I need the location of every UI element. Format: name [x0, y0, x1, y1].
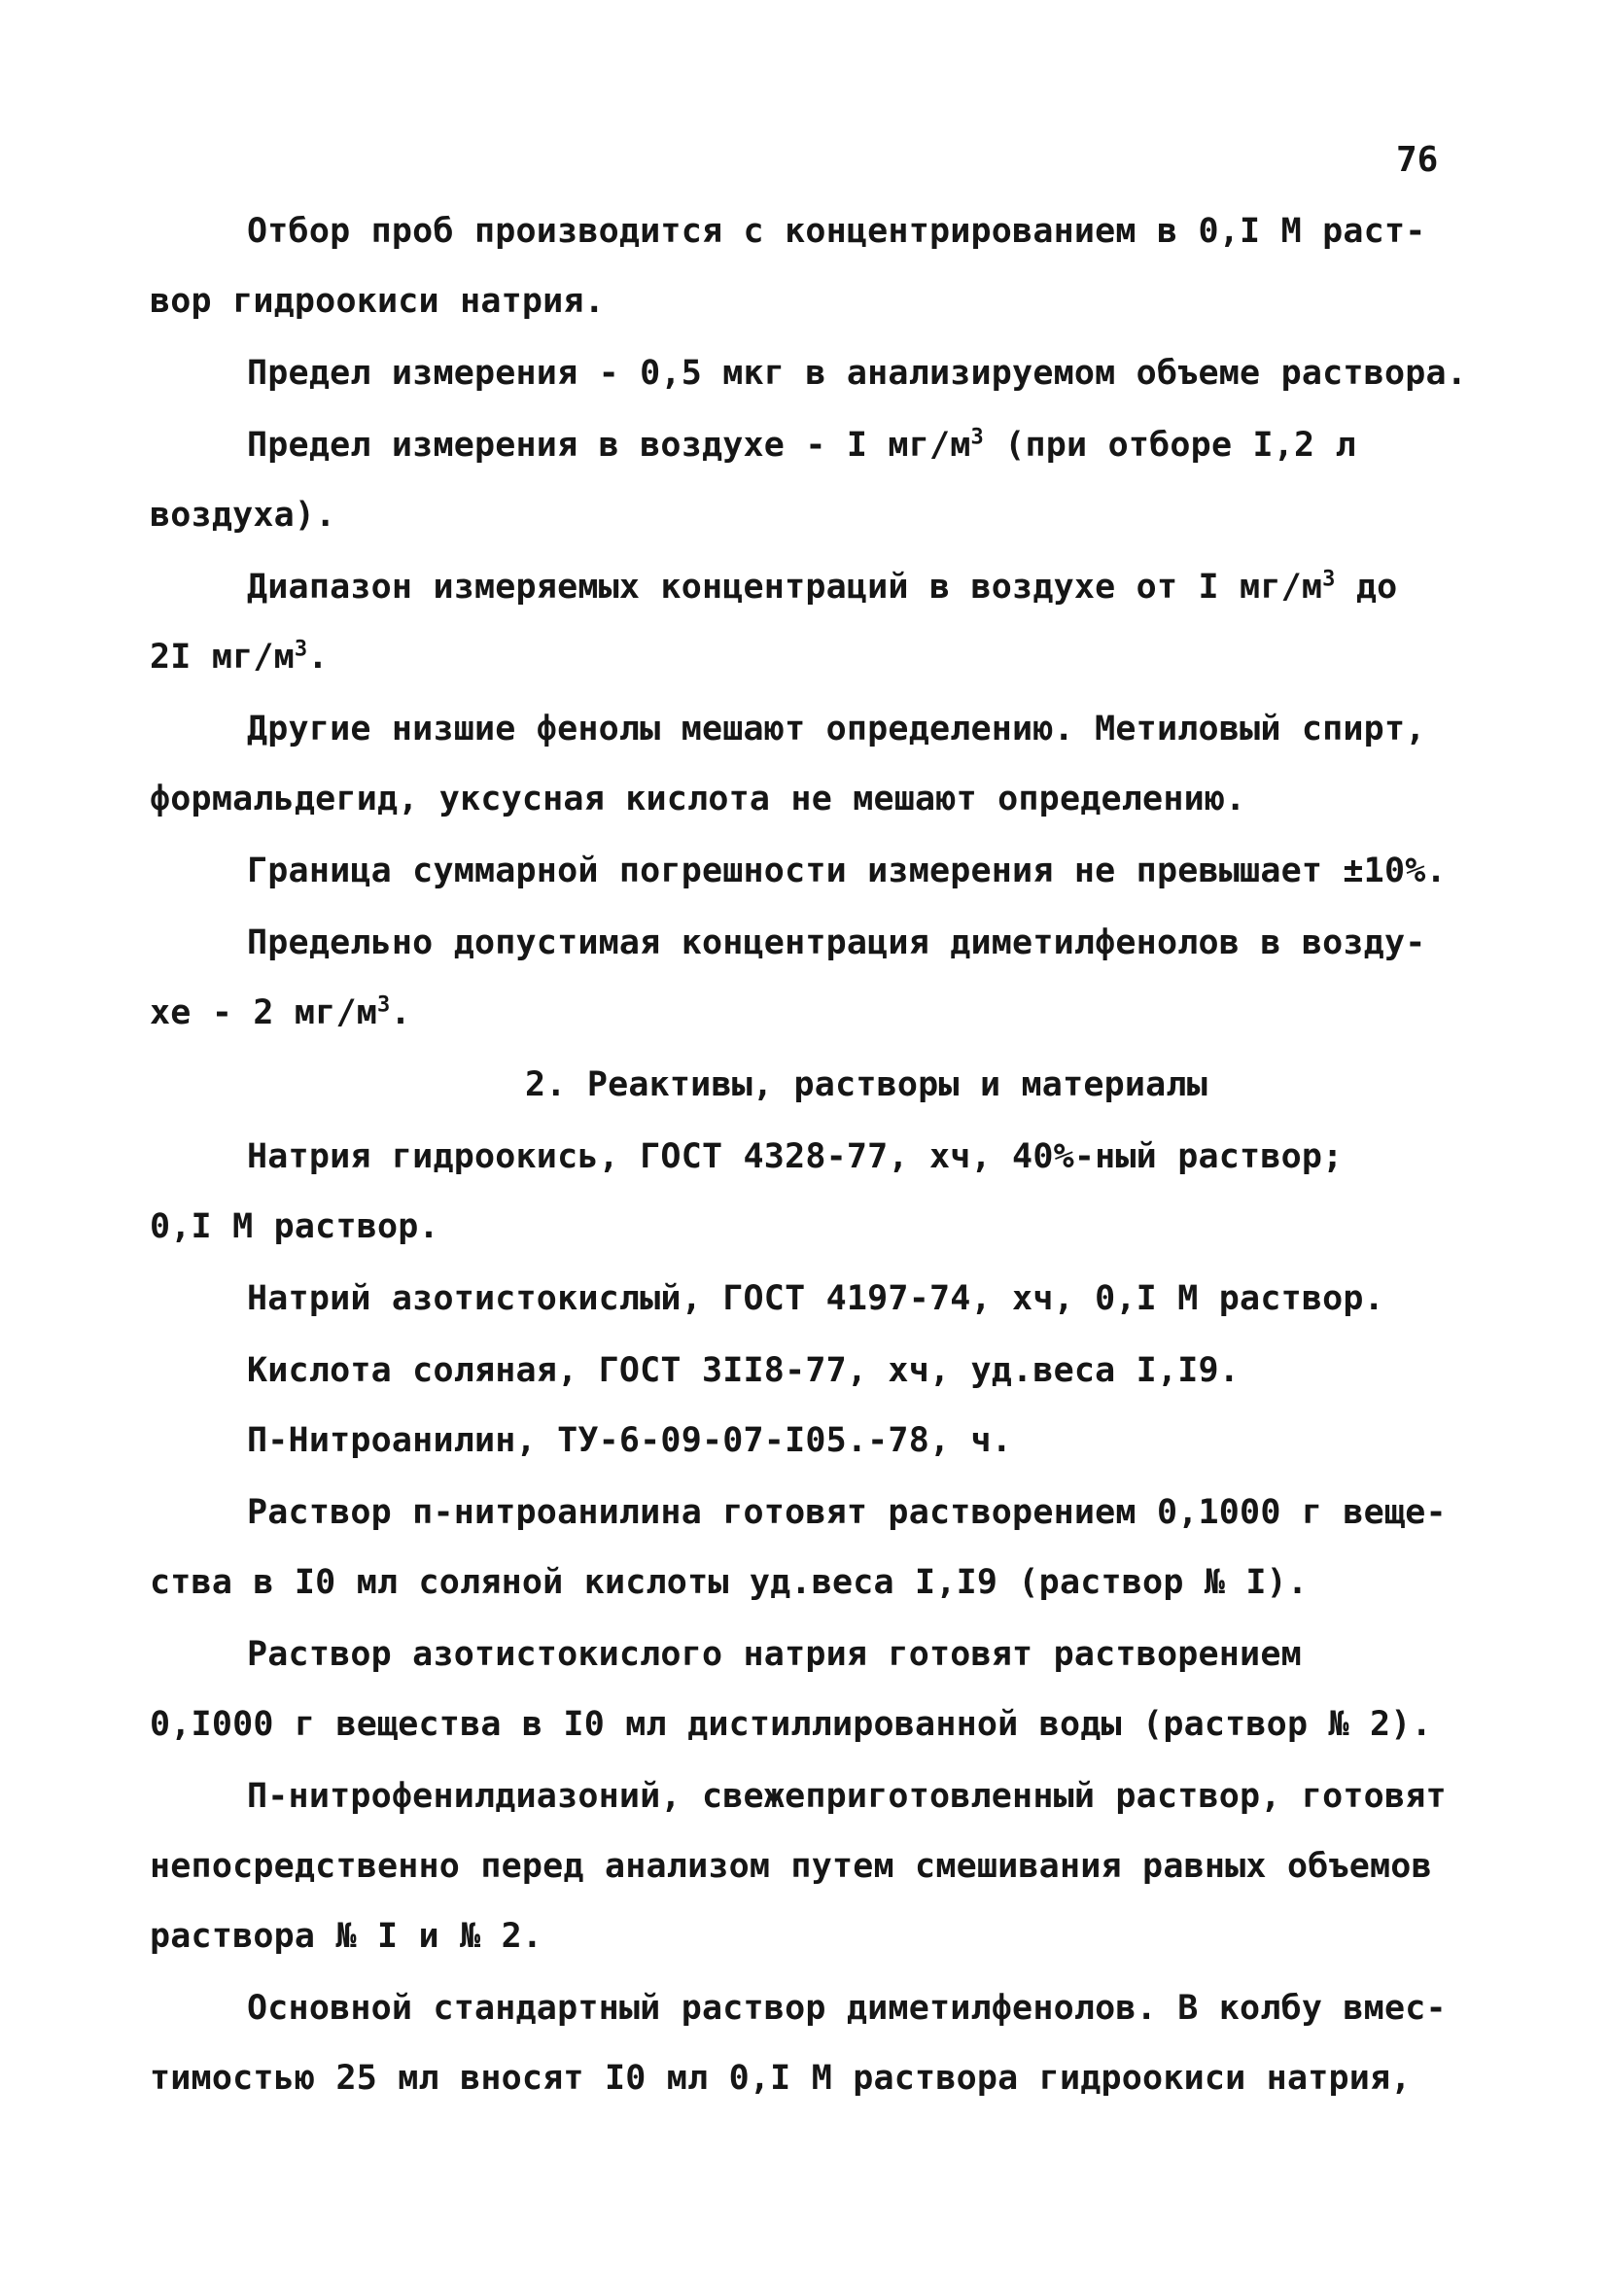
reagent-line: Основной стандартный раствор диметилфенолов. В колбу вмес- [247, 1989, 1447, 2028]
paragraph-line [150, 636, 329, 678]
paragraph-line [247, 424, 1356, 467]
paragraph-line: Предельно допустимая концентрация диметилфенолов в возду- [247, 923, 1426, 962]
reagent-line: 0,I M раствор. [150, 1207, 439, 1246]
reagent-line: тимостью 25 мл вносят I0 мл 0,I M раствора гидроокиси натрия, [150, 2059, 1412, 2098]
reagent-line: Натрия гидроокись, ГОСТ 4328-77, хч, 40%-ный раствор; [247, 1137, 1344, 1176]
paragraph-line: Отбор проб производится с концентрированием в 0,I M раст- [247, 212, 1426, 251]
reagent-line: Раствор п-нитроанилина готовят растворением 0,1000 г веще- [247, 1493, 1447, 1532]
text-segment: (при отборе I,2 л [983, 426, 1356, 465]
superscript: 3 [294, 637, 308, 662]
text-segment: Диапазон измеряемых концентраций в воздухе от I мг/м [247, 568, 1323, 607]
text-segment: до [1335, 568, 1398, 607]
paragraph-line [150, 991, 411, 1034]
page-number: 76 [1396, 140, 1439, 180]
reagent-line: П-Нитроанилин, ТУ-6-09-07-I05.-78, ч. [247, 1421, 1013, 1460]
reagent-line: Раствор азотистокислого натрия готовят растворением [247, 1635, 1302, 1674]
reagent-line: ства в I0 мл соляной кислоты уд.веса I,I9 (раствор № I). [150, 1563, 1309, 1602]
paragraph-line: Другие низшие фенолы мешают определению. Метиловый спирт, [247, 710, 1426, 748]
paragraph-line [247, 566, 1397, 609]
superscript: 3 [1322, 567, 1336, 592]
text-segment: 2I мг/м [150, 638, 295, 677]
reagent-line: Натрий азотистокислый, ГОСТ 4197-74, хч, 0,I M раствор. [247, 1279, 1384, 1318]
paragraph-line: вор гидроокиси натрия. [150, 282, 605, 321]
reagent-line: непосредственно перед анализом путем смешивания равных объемов [150, 1847, 1432, 1886]
text-segment: хе - 2 мг/м [150, 993, 377, 1032]
text-segment: . [390, 993, 411, 1032]
paragraph-line: воздуха). [150, 496, 336, 535]
reagent-line: 0,I000 г вещества в I0 мл дистиллированной воды (раствор № 2). [150, 1705, 1432, 1744]
text-segment: . [307, 638, 329, 677]
superscript: 3 [970, 425, 984, 450]
paragraph-line: Предел измерения - 0,5 мкг в анализируемом объеме раствора. [247, 354, 1468, 393]
text-segment: Предел измерения в воздухе - I мг/м [247, 426, 971, 465]
paragraph-line: формальдегид, уксусная кислота не мешают определению. [150, 780, 1246, 818]
reagent-line: П-нитрофенилдиазоний, свежеприготовленный раствор, готовят [247, 1777, 1447, 1816]
paragraph-line: Граница суммарной погрешности измерения не превышает ±10%. [247, 852, 1447, 890]
reagent-line: раствора № I и № 2. [150, 1917, 543, 1956]
reagent-line: Кислота соляная, ГОСТ 3II8-77, хч, уд.веса I,I9. [247, 1351, 1241, 1390]
section-heading: 2. Реактивы, растворы и материалы [525, 1065, 1207, 1104]
superscript: 3 [377, 992, 391, 1018]
